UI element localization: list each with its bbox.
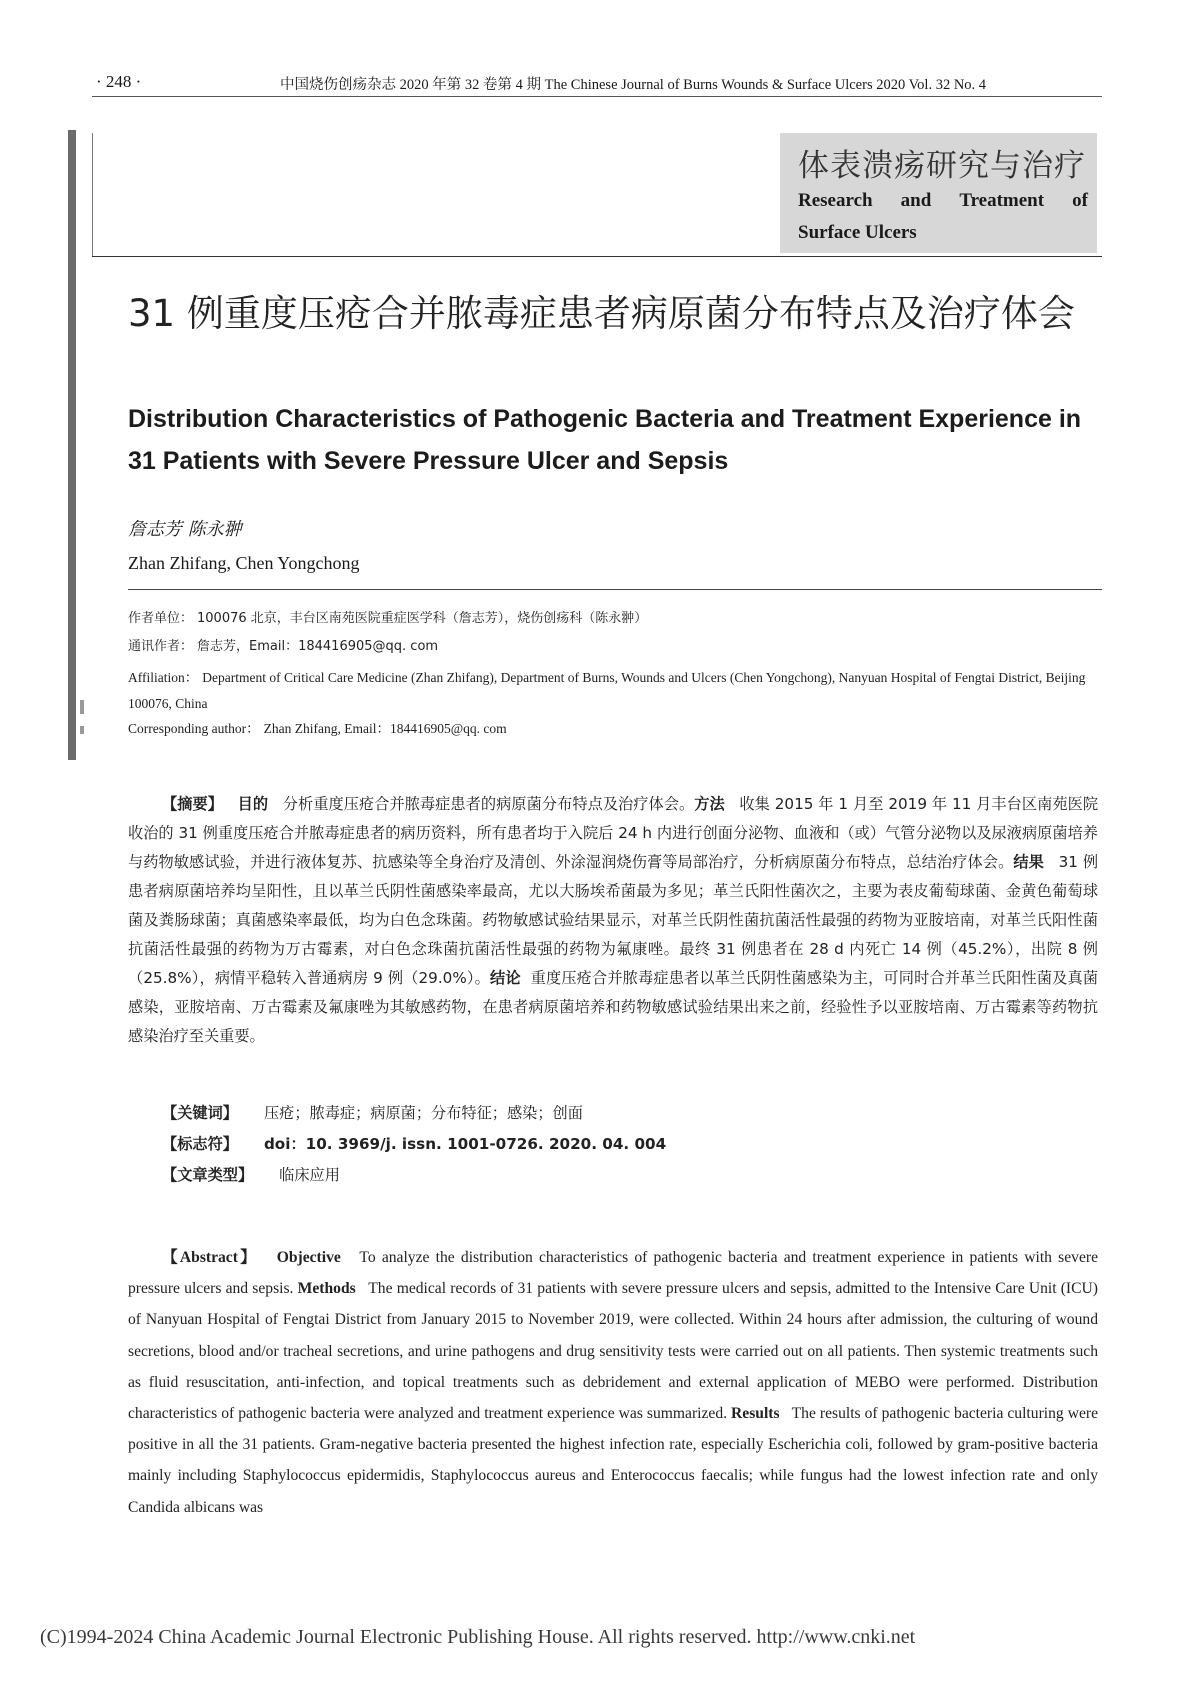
abstract-cn-label: 【摘要】: [162, 795, 223, 813]
page-number: · 248 ·: [96, 72, 142, 91]
author-unit-label: 作者单位：: [128, 611, 194, 626]
copyright-footer: (C)1994-2024 China Academic Journal Electronic Publishing House. All rights reserved. http://www.cnki.net: [40, 1626, 916, 1648]
author-unit-text: 100076 北京，丰台区南苑医院重症医学科（詹志芳），烧伤创疡科（陈永翀）: [197, 611, 648, 626]
authors-cn: 詹志芳 陈永翀: [128, 519, 242, 540]
column-word: of: [1072, 190, 1088, 211]
keywords-label: 【关键词】: [162, 1104, 238, 1122]
corr-label: 通讯作者：: [128, 639, 194, 654]
column-bottom-rule: [92, 256, 1102, 257]
authors-rule: [128, 589, 1102, 590]
binding-margin-bar: [68, 130, 76, 760]
methods-label-en: Methods: [297, 1280, 356, 1298]
authors-en: Zhan Zhifang, Chen Yongchong: [128, 553, 360, 573]
column-left-rule: [92, 133, 93, 256]
column-title-en-line1: [798, 190, 1088, 212]
results-en: The results of pathogenic bacteria culturing were positive in all the 31 patients. Gram-negative bacteria presented the highest infection rate, especially Escherichia coli, followed by gram-positive bacteria mainly including Staphylococcus epidermidis, Staphylococcus aureus and Enterococcus faecalis; while fungus had the lowest infection rate and only Candida albicans was: [128, 1405, 1098, 1516]
keywords-value: 压疮；脓毒症；病原菌；分布特征；感染；创面: [263, 1104, 583, 1122]
objective-cn: 分析重度压疮合并脓毒症患者的病原菌分布特点及治疗体会。: [282, 795, 695, 813]
author-unit: [128, 609, 1098, 628]
methods-en: The medical records of 31 patients with severe pressure ulcers and sepsis, admitted to the Intensive Care Unit (ICU) of Nanyuan Hospital of Fengtai District from January 2015 to November 2019, were collected. Within 24 hours after admission, the culturing of wound secretions, blood and/or tracheal secretions, and urine pathogens and drug sensitivity tests were carried out on all patients. Then systemic treatments such as fluid resuscitation, anti-infection, and topical treatments such as debridement and external application of MEBO were performed. Distribution characteristics of pathogenic bacteria were analyzed and treatment experience was summarized.: [128, 1280, 1098, 1423]
results-cn: 31 例患者病原菌培养均呈阳性，且以革兰氏阴性菌感染率最高，尤以大肠埃希菌最为多见；革兰氏阳性菌次之，主要为表皮葡萄球菌、金黄色葡萄球菌及粪肠球菌；真菌感染率最低，均为白色念珠菌。药物敏感试验结果显示，对革兰氏阴性菌抗菌活性最强的药物为亚胺培南，对革兰氏阳性菌抗菌活性最强的药物为万古霉素，对白色念珠菌抗菌活性最强的药物为氟康唑。最终 31 例患者在 28 d 内死亡 14 例（45.2%），出院 8 例（25.8%），病情平稳转入普通病房 9 例（29.0%）。: [128, 853, 1099, 987]
binding-tick: [80, 726, 84, 734]
column-word: Treatment: [959, 190, 1045, 211]
article-title-cn: 31 例重度压疮合并脓毒症患者病原菌分布特点及治疗体会: [128, 292, 1075, 335]
abstract-en: [128, 1242, 1098, 1523]
doi-value: doi：10. 3969/j. issn. 1001-0726. 2020. 04. 004: [263, 1135, 667, 1153]
abstract-en-label: 【Abstract】: [162, 1249, 259, 1266]
methods-label-cn: 方法: [694, 795, 725, 813]
column-word: and: [900, 190, 932, 211]
header-rule: [92, 96, 1102, 97]
aff-en-label: Affiliation：: [128, 670, 199, 685]
results-label-en: Results: [731, 1405, 780, 1423]
article-type-value: 临床应用: [279, 1166, 340, 1184]
methods-cn: 收集 2015 年 1 月至 2019 年 11 月丰台区南苑医院收治的 31 例重度压疮合并脓毒症患者的病历资料，所有患者均于入院后 24 h 内进行创面分泌物、血液和（或）气管分泌物以及尿液病原菌培养与药物敏感试验，并进行液体复苏、抗感染等全身治疗及清创、外涂湿润烧伤膏等局部治疗，分析病原菌分布特点，总结治疗体会。: [128, 795, 1099, 871]
corr-text: 詹志芳，Email：184416905@qq. com: [197, 639, 439, 654]
objective-label-cn: 目的: [237, 795, 269, 813]
column-title-en-line2: Surface Ulcers: [798, 222, 917, 243]
running-header: 中国烧伤创疡杂志 2020 年第 32 卷第 4 期 The Chinese Journal of Burns Wounds & Surface Ulcers 2020 Vol. 32 No. 4: [280, 77, 987, 93]
objective-en: To analyze the distribution characteristics of pathogenic bacteria and treatment experience in patients with severe pressure ulcers and sepsis.: [128, 1249, 1098, 1298]
keywords: [162, 1102, 583, 1123]
objective-label-en: Objective: [276, 1249, 341, 1266]
affiliation-en: [128, 665, 1098, 717]
doi-label: 【标志符】: [162, 1135, 238, 1153]
conclusion-cn: 重度压疮合并脓毒症患者以革兰氏阴性菌感染为主，可同时合并革兰氏阳性菌及真菌感染，亚胺培南、万古霉素及氟康唑为其敏感药物，在患者病原菌培养和药物敏感试验结果出来之前，经验性予以亚胺培南、万古霉素等药物抗感染治疗至关重要。: [128, 969, 1099, 1045]
corr-en-label: Corresponding author：: [128, 721, 260, 736]
aff-en-text: Department of Critical Care Medicine (Zhan Zhifang), Department of Burns, Wounds and Ulcers (Chen Yongchong), Nanyuan Hospital of Fengtai District, Beijing 100076, China: [128, 670, 1086, 711]
article-title-en: Distribution Characteristics of Pathogenic Bacteria and Treatment Experience in 31 Patients with Severe Pressure Ulcer and Sepsis: [128, 405, 1082, 475]
corresponding-author-en: [128, 719, 1098, 738]
article-type-label: 【文章类型】: [162, 1166, 254, 1184]
binding-tick: [80, 700, 84, 714]
article-type: [162, 1164, 340, 1185]
conclusion-label-cn: 结论: [489, 969, 521, 987]
results-label-cn: 结果: [1013, 853, 1044, 871]
corresponding-author-cn: [128, 637, 1098, 656]
column-title-cn: 体表溃疡研究与治疗: [798, 148, 1086, 184]
abstract-cn: [128, 790, 1098, 1051]
doi: [162, 1133, 666, 1154]
corr-en-text: Zhan Zhifang, Email：184416905@qq. com: [263, 721, 507, 736]
column-word: Research: [798, 190, 873, 211]
